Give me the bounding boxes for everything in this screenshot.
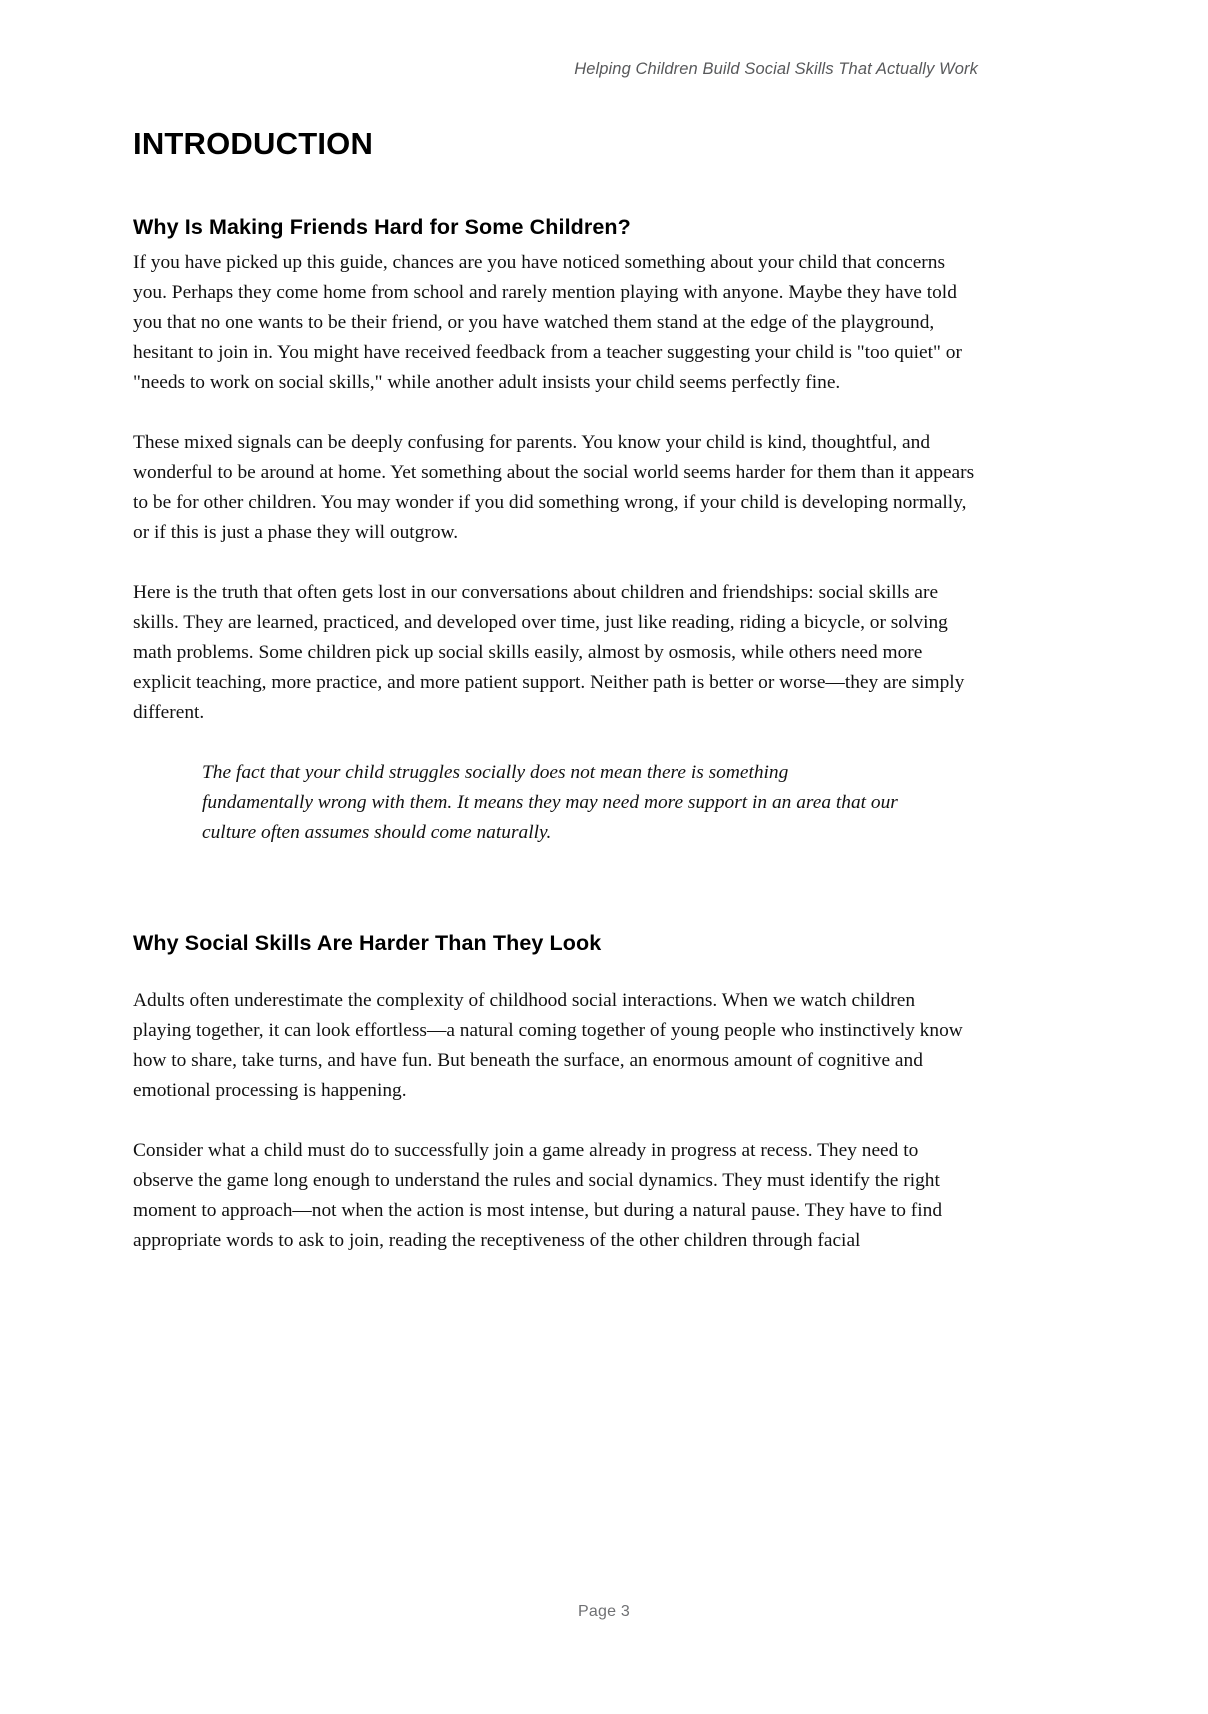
- section-heading-2: Why Social Skills Are Harder Than They Look: [133, 931, 602, 955]
- section-why-social-skills-are-harder: [133, 930, 978, 1256]
- chapter-title: INTRODUCTION: [133, 126, 374, 161]
- section-heading-1: Why Is Making Friends Hard for Some Children?: [133, 215, 631, 239]
- paragraph: Adults often underestimate the complexity of childhood social interactions. When we watch children playing together, it can look effortless—a natural coming together of young people who instinctively know how to share, take turns, and have fun. But beneath the surface, an enormous amount of cognitive and emotional processing is happening.: [133, 990, 963, 1101]
- page-content: [133, 126, 978, 1286]
- pull-quote: [202, 758, 902, 848]
- section-why-is-making-friends-hard: [133, 214, 978, 848]
- paragraph: If you have picked up this guide, chances are you have noticed something about your child that concerns you. Perhaps they come home from school and rarely mention playing with anyone. Maybe they have told you that no one wants to be their friend, or you have watched them stand at the edge of the playground, hesitant to join in. You might have received feedback from a teacher suggesting your child is "too quiet" or "needs to work on social skills," while another adult insists your child seems perfectly fine.: [133, 252, 962, 393]
- page-footer: Page 3: [578, 1603, 630, 1620]
- paragraph: Here is the truth that often gets lost in our conversations about children and friendships: social skills are skills. They are learned, practiced, and developed over time, just like reading, riding a bicycle, or solving math problems. Some children pick up social skills easily, almost by osmosis, while others need more explicit teaching, more practice, and more patient support. Neither path is better or worse—they are simply different.: [133, 582, 965, 723]
- paragraph: These mixed signals can be deeply confusing for parents. You know your child is kind, thoughtful, and wonderful to be around at home. Yet something about the social world seems harder for them than it appears to be for other children. You may wonder if you did something wrong, if your child is developing normally, or if this is just a phase they will outgrow.: [133, 432, 975, 543]
- paragraph: Consider what a child must do to successfully join a game already in progress at recess. They need to observe the game long enough to understand the rules and social dynamics. They must identify the right moment to approach—not when the action is most intense, but during a natural pause. They have to find appropriate words to ask to join, reading the receptiveness of the other children through facial: [133, 1140, 943, 1251]
- running-header: Helping Children Build Social Skills That Actually Work: [574, 60, 978, 78]
- pull-quote-text: The fact that your child struggles socially does not mean there is something fundamentally wrong with them. It means they may need more support in an area that our culture often assumes should come naturally.: [202, 762, 898, 843]
